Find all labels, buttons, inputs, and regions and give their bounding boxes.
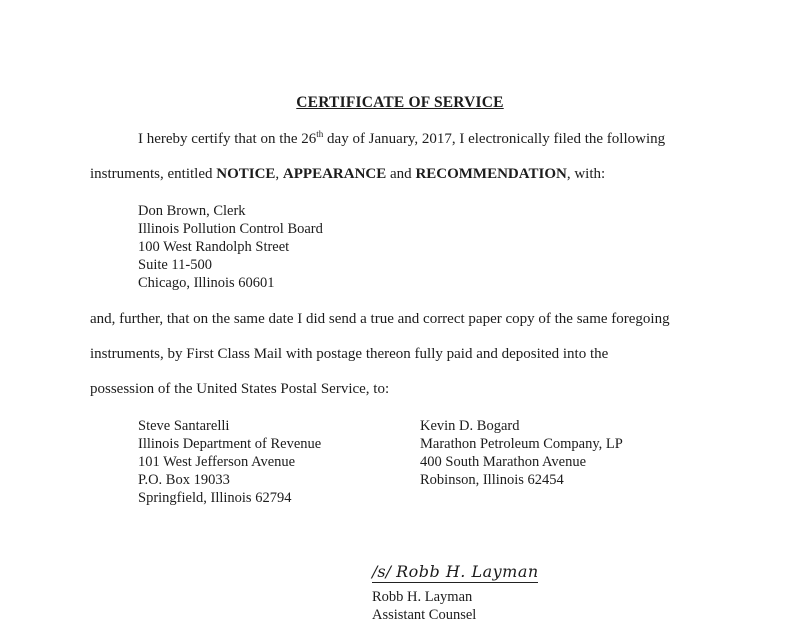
address-line: 101 West Jefferson Avenue (138, 454, 296, 470)
address-line: 100 West Randolph Street (138, 239, 290, 255)
instruments-line (90, 166, 605, 183)
doc-appearance: APPEARANCE (282, 166, 387, 182)
clerk-address-block (138, 202, 323, 292)
address-line: Kevin D. Bogard (420, 418, 520, 434)
recipient-left-block (138, 417, 321, 507)
address-line: P.O. Box 19033 (138, 472, 230, 488)
address-line: Don Brown, Clerk (138, 203, 246, 219)
further-line-1: and, further, that on the same date I did send a true and correct paper copy of the same foregoing (90, 311, 670, 327)
certify-prefix: I hereby certify that on the 26 (138, 131, 317, 147)
handwritten-signature: Robb H. Layman (396, 562, 539, 581)
address-line: 400 South Marathon Avenue (420, 454, 587, 470)
address-line: Illinois Department of Revenue (138, 436, 322, 452)
recipient-right-block (420, 417, 623, 489)
address-line: Suite 11-500 (138, 257, 212, 273)
doc-notice: NOTICE (216, 166, 276, 182)
signer-title: Assistant Counsel (372, 607, 477, 623)
document-title: CERTIFICATE OF SERVICE (296, 94, 504, 111)
certify-line (138, 131, 665, 148)
certify-superscript: th (316, 129, 324, 139)
instruments-suffix: , with: (566, 166, 606, 182)
certify-rest: day of January, 2017, I electronically filed the following (323, 131, 666, 147)
signature-line (372, 562, 538, 583)
instruments-sep-2: and (386, 166, 416, 182)
doc-recommendation: RECOMMENDATION (415, 166, 567, 182)
address-line: Springfield, Illinois 62794 (138, 490, 292, 506)
address-line: Steve Santarelli (138, 418, 230, 434)
signer-name: Robb H. Layman (372, 589, 473, 605)
instruments-sep-1: , (275, 166, 283, 182)
address-line: Illinois Pollution Control Board (138, 221, 323, 237)
further-line-2: instruments, by First Class Mail with postage thereon fully paid and deposited into the (90, 346, 609, 362)
signature-prefix: /s/ (372, 562, 397, 581)
further-line-3: possession of the United States Postal Service, to: (90, 381, 390, 397)
instruments-prefix: instruments, entitled (90, 166, 217, 182)
address-line: Robinson, Illinois 62454 (420, 472, 564, 488)
address-line: Chicago, Illinois 60601 (138, 275, 275, 291)
signer-block (372, 588, 476, 624)
address-line: Marathon Petroleum Company, LP (420, 436, 623, 452)
